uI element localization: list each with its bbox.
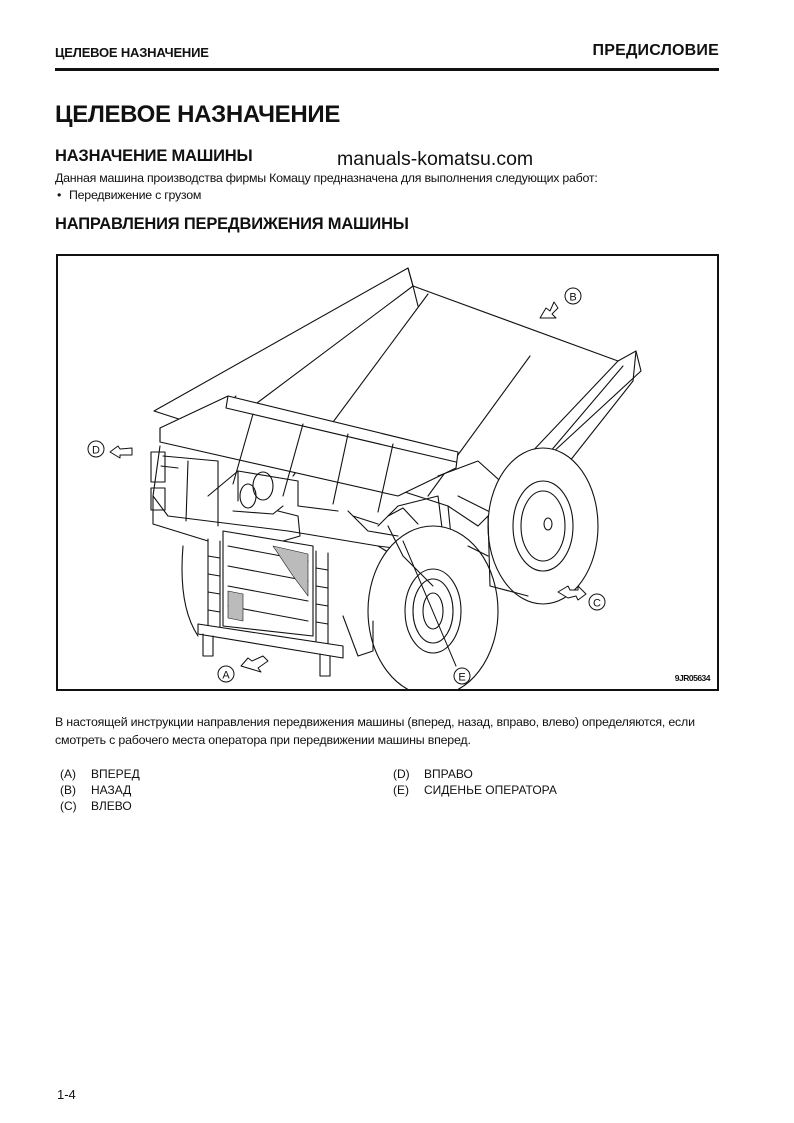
legend-item-a bbox=[60, 767, 140, 781]
dump-truck-illustration bbox=[58, 256, 717, 689]
direction-arrow-b bbox=[540, 288, 581, 318]
header-section-right: ПРЕДИСЛОВИЕ bbox=[592, 42, 719, 59]
bullet-text: Передвижение с грузом bbox=[69, 188, 202, 202]
legend-key: (A) bbox=[60, 767, 76, 781]
legend-key: (D) bbox=[393, 767, 410, 781]
purpose-heading: НАЗНАЧЕНИЕ МАШИНЫ bbox=[55, 147, 253, 165]
legend-item-e bbox=[393, 783, 557, 797]
legend-label: ВЛЕВО bbox=[91, 799, 132, 813]
legend-label: НАЗАД bbox=[91, 783, 132, 797]
purpose-intro: Данная машина производства фирмы Комацу предназначена для выполнения следующих работ: bbox=[55, 171, 598, 185]
svg-text:A: A bbox=[222, 669, 230, 682]
watermark: manuals-komatsu.com bbox=[337, 148, 534, 170]
direction-arrow-d bbox=[88, 441, 132, 458]
purpose-bullet bbox=[57, 188, 201, 202]
directions-paragraph: В настоящей инструкции направления передвижения машины (вперед, назад, вправо, влево) определяются, если смотреть с рабочего места оператора при передвижении машины вперед. bbox=[55, 715, 695, 747]
legend-item-d bbox=[393, 767, 473, 781]
legend-label: СИДЕНЬЕ ОПЕРАТОРА bbox=[424, 783, 557, 797]
svg-text:B: B bbox=[569, 291, 577, 304]
running-header bbox=[55, 42, 719, 71]
svg-text:D: D bbox=[92, 444, 100, 457]
directions-heading: НАПРАВЛЕНИЯ ПЕРЕДВИЖЕНИЯ МАШИНЫ bbox=[55, 215, 409, 233]
legend-label: ВПРАВО bbox=[424, 767, 473, 781]
svg-text:C: C bbox=[593, 597, 601, 610]
page-title: ЦЕЛЕВОЕ НАЗНАЧЕНИЕ bbox=[55, 101, 341, 128]
legend-key: (C) bbox=[60, 799, 77, 813]
svg-text:E: E bbox=[458, 671, 466, 684]
header-section-left: ЦЕЛЕВОЕ НАЗНАЧЕНИЕ bbox=[55, 45, 209, 60]
figure-code: 9JR05634 bbox=[674, 673, 710, 683]
dump-truck-figure bbox=[56, 254, 719, 691]
page-number: 1-4 bbox=[57, 1087, 76, 1102]
legend-item-c bbox=[60, 799, 132, 813]
legend-key: (B) bbox=[60, 783, 76, 797]
legend-label: ВПЕРЕД bbox=[91, 767, 140, 781]
bullet-marker: • bbox=[57, 188, 62, 202]
legend-key: (E) bbox=[393, 783, 409, 797]
legend-item-b bbox=[60, 783, 131, 797]
direction-arrow-a bbox=[218, 656, 268, 682]
